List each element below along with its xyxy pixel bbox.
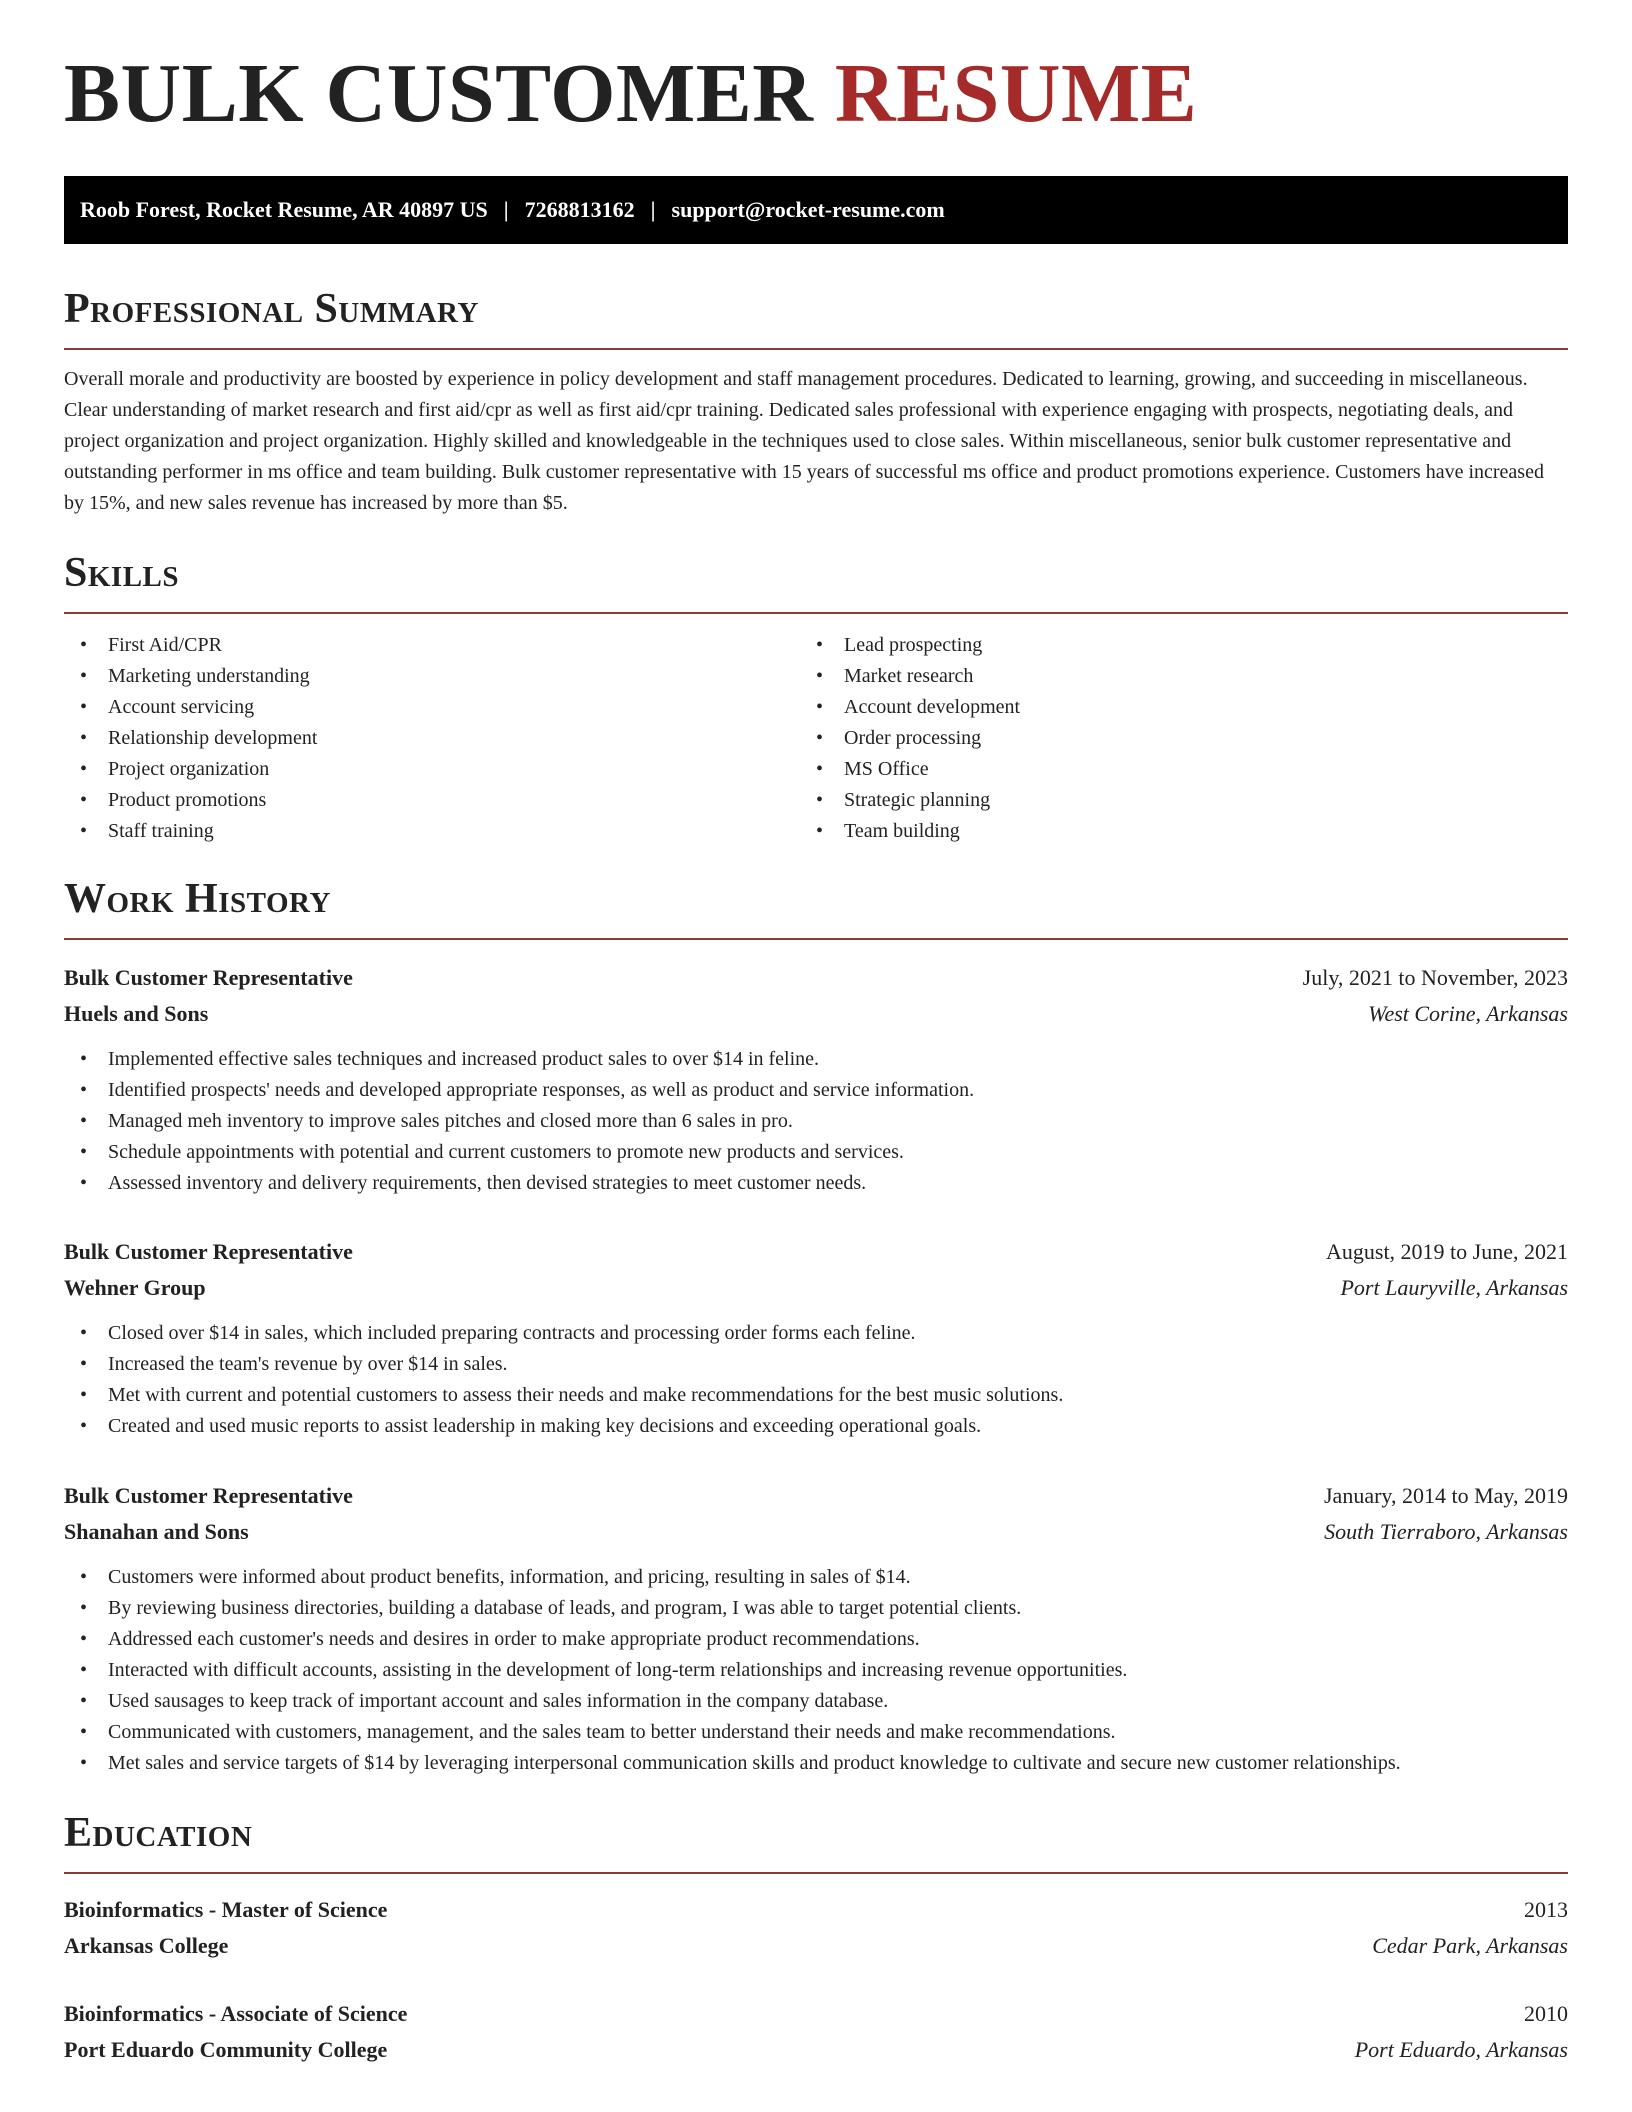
professional-summary-section (64, 288, 1568, 519)
job-entry (64, 960, 1568, 1199)
skill-item: • Project organization (64, 754, 816, 785)
job-location: Port Lauryville, Arkansas (1340, 1275, 1568, 1300)
education-location: Port Eduardo, Arkansas (1354, 2037, 1568, 2062)
education-school: Arkansas College (64, 1933, 229, 1958)
education-section (64, 1812, 1568, 1874)
contact-address: Roob Forest, Rocket Resume, AR 40897 US (80, 197, 488, 222)
resume-title (64, 47, 1198, 140)
education-year: 2010 (1524, 2001, 1568, 2026)
contact-separator: | (650, 197, 656, 222)
job-bullet: • Created and used music reports to assist leadership in making key decisions and exceeding operational goals. (64, 1411, 1568, 1442)
contact-separator: | (503, 197, 509, 222)
skill-item: • Account servicing (64, 692, 816, 723)
education-degree-row (64, 1996, 1568, 2032)
job-company: Wehner Group (64, 1275, 206, 1300)
job-bullet: • By reviewing business directories, building a database of leads, and program, I was able to target potential clients. (64, 1593, 1568, 1624)
job-dates: August, 2019 to June, 2021 (1326, 1239, 1568, 1264)
education-degree-row (64, 1892, 1568, 1928)
work-history-section (64, 878, 1568, 940)
job-bullet: • Addressed each customer's needs and desires in order to make appropriate product recommendations. (64, 1624, 1568, 1655)
job-bullets (64, 1562, 1568, 1779)
job-bullet: • Assessed inventory and delivery requirements, then devised strategies to meet customer needs. (64, 1168, 1568, 1199)
education-degree: Bioinformatics - Associate of Science (64, 2001, 408, 2026)
job-bullet: • Met with current and potential customers to assess their needs and make recommendations for the best music solutions. (64, 1380, 1568, 1411)
job-bullet: • Schedule appointments with potential and current customers to promote new products and services. (64, 1137, 1568, 1168)
job-bullets (64, 1044, 1568, 1199)
skill-item: • Team building (816, 816, 1568, 847)
summary-text: Overall morale and productivity are boosted by experience in policy development and staff management procedures. Dedicated to learning, growing, and succeeding in miscellaneous. Clear understanding of market research and first aid/cpr as well as first aid/cpr training. Dedicated sales professional with experience engaging with prospects, negotiating deals, and project organization and project organization. Highly skilled and knowledgeable in the techniques used to close sales. Within miscellaneous, senior bulk customer representative and outstanding performer in ms office and team building. Bulk customer representative with 15 years of successful ms office and product promotions experience. Customers have increased by 15%, and new sales revenue has increased by more than $5. (64, 368, 1544, 514)
job-company-row (64, 1270, 1568, 1306)
skill-item: • Staff training (64, 816, 816, 847)
education-school-row (64, 1928, 1568, 1964)
job-bullet: • Increased the team's revenue by over $14 in sales. (64, 1349, 1568, 1380)
job-title: Bulk Customer Representative (64, 1239, 353, 1264)
job-company: Shanahan and Sons (64, 1519, 249, 1544)
skills-column-left (64, 630, 816, 847)
job-location: West Corine, Arkansas (1368, 1001, 1568, 1026)
skill-item: • Relationship development (64, 723, 816, 754)
job-bullet: • Identified prospects' needs and developed appropriate responses, as well as product and service information. (64, 1075, 1568, 1106)
job-title-row (64, 1478, 1568, 1514)
contact-bar (64, 176, 1568, 244)
skills-list (64, 630, 1568, 847)
job-dates: January, 2014 to May, 2019 (1324, 1483, 1568, 1508)
education-school: Port Eduardo Community College (64, 2037, 388, 2062)
job-bullet: • Managed meh inventory to improve sales pitches and closed more than 6 sales in pro. (64, 1106, 1568, 1137)
skills-section (64, 552, 1568, 847)
education-school-row (64, 2032, 1568, 2068)
job-bullet: • Used sausages to keep track of important account and sales information in the company database. (64, 1686, 1568, 1717)
education-entry (64, 1892, 1568, 1964)
job-entry (64, 1234, 1568, 1442)
skills-column-right (816, 630, 1568, 847)
job-bullet: • Customers were informed about product benefits, information, and pricing, resulting in sales of $14. (64, 1562, 1568, 1593)
job-title-row (64, 1234, 1568, 1270)
skill-item: • First Aid/CPR (64, 630, 816, 661)
job-bullet: • Interacted with difficult accounts, assisting in the development of long-term relationships and increasing revenue opportunities. (64, 1655, 1568, 1686)
skill-item: • Account development (816, 692, 1568, 723)
job-entry (64, 1478, 1568, 1779)
skill-item: • MS Office (816, 754, 1568, 785)
education-year: 2013 (1524, 1897, 1568, 1922)
job-bullet: • Communicated with customers, management, and the sales team to better understand their needs and make recommendations. (64, 1717, 1568, 1748)
section-heading-work-history: Work History (64, 878, 1568, 940)
contact-email[interactable]: support@rocket-resume.com (671, 197, 945, 222)
title-accent: RESUME (834, 47, 1198, 140)
job-dates: July, 2021 to November, 2023 (1302, 965, 1568, 990)
skill-item: • Strategic planning (816, 785, 1568, 816)
job-bullets (64, 1318, 1568, 1442)
job-location: South Tierraboro, Arkansas (1324, 1519, 1568, 1544)
skill-item: • Order processing (816, 723, 1568, 754)
skill-item: • Lead prospecting (816, 630, 1568, 661)
skill-item: • Market research (816, 661, 1568, 692)
skill-item: • Marketing understanding (64, 661, 816, 692)
job-company: Huels and Sons (64, 1001, 209, 1026)
education-location: Cedar Park, Arkansas (1372, 1933, 1568, 1958)
job-title: Bulk Customer Representative (64, 1483, 353, 1508)
section-heading-education: Education (64, 1812, 1568, 1874)
education-entry (64, 1996, 1568, 2068)
job-title-row (64, 960, 1568, 996)
job-company-row (64, 996, 1568, 1032)
job-bullet: • Closed over $14 in sales, which included preparing contracts and processing order forms each feline. (64, 1318, 1568, 1349)
title-main: BULK CUSTOMER (64, 47, 814, 140)
skill-item: • Product promotions (64, 785, 816, 816)
job-bullet: • Met sales and service targets of $14 by leveraging interpersonal communication skills and product knowledge to cultivate and secure new customer relationships. (64, 1748, 1568, 1779)
contact-phone[interactable]: 7268813162 (524, 197, 635, 222)
section-heading-skills: Skills (64, 552, 1568, 614)
education-degree: Bioinformatics - Master of Science (64, 1897, 388, 1922)
job-title: Bulk Customer Representative (64, 965, 353, 990)
job-bullet: • Implemented effective sales techniques and increased product sales to over $14 in feline. (64, 1044, 1568, 1075)
section-heading-summary: Professional Summary (64, 288, 1568, 350)
job-company-row (64, 1514, 1568, 1550)
